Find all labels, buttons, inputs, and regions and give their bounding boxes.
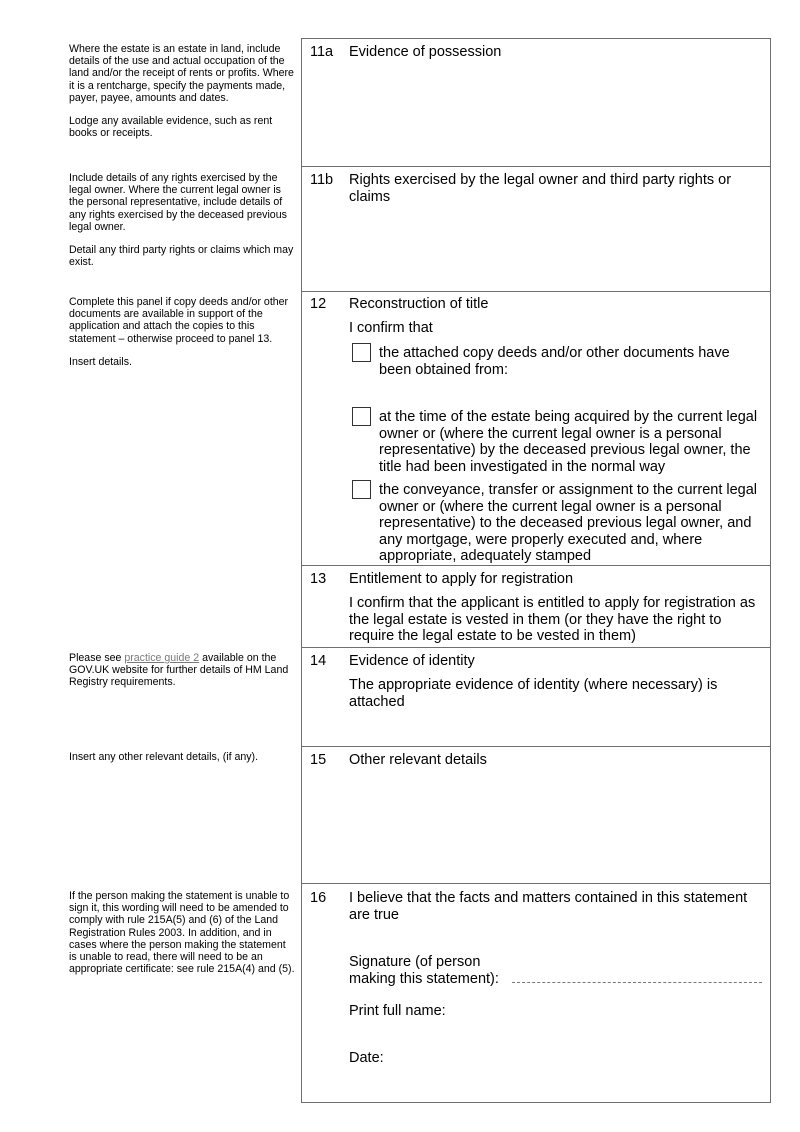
checkbox-copy-deeds[interactable] xyxy=(352,343,371,362)
panel-15-number: 15 xyxy=(310,752,327,768)
panel-11a xyxy=(301,38,771,167)
signature-label-line-1: Signature (of person xyxy=(349,954,481,970)
note-14-after: available on the GOV.UK website for further details of HM Land Registry requirements. xyxy=(69,652,289,689)
panel-12-number: 12 xyxy=(310,296,327,312)
panel-16 xyxy=(301,883,771,1103)
note-14 xyxy=(69,652,295,689)
note-11b-text-1: Include details of any rights exercised by the legal owner. Where the current legal owner is the personal representative, include details of any rights exercised by the deceased previous legal owner. xyxy=(69,172,287,233)
note-12-text-2: Insert details. xyxy=(69,355,133,368)
panel-12 xyxy=(301,291,771,566)
panel-13 xyxy=(301,565,771,648)
note-12-text-1: Complete this panel if copy deeds and/or other documents are available in support of the application and attach the copies to this statement – otherwise proceed to panel 13. xyxy=(69,296,289,345)
panel-16-statement: I believe that the facts and matters contained in this statement are true xyxy=(349,890,748,923)
option-properly-executed: the conveyance, transfer or assignment to the current legal owner or (where the current legal owner is a personal representative) to the deceased previous legal owner, and any mortgage, were properly executed and, where appropriate, adequately stamped xyxy=(379,482,758,564)
panel-13-title: Entitlement to apply for registration xyxy=(349,571,574,587)
panel-11b-number: 11b xyxy=(310,172,334,188)
panel-14-body: The appropriate evidence of identity (where necessary) is attached xyxy=(349,677,718,710)
panel-12-intro: I confirm that xyxy=(349,320,433,336)
panel-11b xyxy=(301,166,771,292)
note-11a-text-2: Lodge any available evidence, such as rent books or receipts. xyxy=(69,115,273,140)
panel-16-number: 16 xyxy=(310,890,327,906)
note-11a xyxy=(69,43,295,139)
note-11a-text-1: Where the estate is an estate in land, include details of the use and actual occupation of the land and/or the receipt of rents or profits. Where it is a rentcharge, specify the payments made, payer, payee, amounts and dates. xyxy=(69,43,294,104)
panel-11b-title: Rights exercised by the legal owner and third party rights or claims xyxy=(349,172,732,205)
panel-13-number: 13 xyxy=(310,571,327,587)
panel-11a-title: Evidence of possession xyxy=(349,44,502,60)
note-16: If the person making the statement is unable to sign it, this wording will need to be amended to comply with rule 215A(5) and (6) of the Land Registration Rules 2003. In addition, and in cases where the person making the statement is unable to read, there will need to be an appropriate certificate: see rule 215A(4) and (5). xyxy=(69,890,295,976)
panel-11a-number: 11a xyxy=(310,44,334,60)
print-name-label: Print full name: xyxy=(349,1003,446,1019)
date-label: Date: xyxy=(349,1050,384,1066)
panel-15 xyxy=(301,746,771,884)
panel-13-body: I confirm that the applicant is entitled to apply for registration as the legal estate is vested in them (or they have the right to require the legal estate to be vested in them) xyxy=(349,595,756,644)
signature-label-line-2: making this statement): xyxy=(349,970,499,987)
option-title-investigated: at the time of the estate being acquired by the current legal owner or (where the current legal owner is a personal representative) by the deceased previous legal owner, the title had been investigated in the normal way xyxy=(379,409,758,475)
panel-14-title: Evidence of identity xyxy=(349,653,475,669)
panel-15-title: Other relevant details xyxy=(349,752,487,768)
panel-14 xyxy=(301,647,771,747)
note-12 xyxy=(69,296,295,368)
signature-field[interactable] xyxy=(512,982,762,983)
option-copy-deeds: the attached copy deeds and/or other documents have been obtained from: xyxy=(379,345,730,378)
note-15: Insert any other relevant details, (if any). xyxy=(69,751,259,763)
note-14-before: Please see xyxy=(69,652,125,664)
practice-guide-link[interactable]: practice guide 2 xyxy=(124,652,200,664)
panel-12-title: Reconstruction of title xyxy=(349,296,489,312)
checkbox-title-investigated[interactable] xyxy=(352,407,371,426)
checkbox-properly-executed[interactable] xyxy=(352,480,371,499)
note-11b xyxy=(69,172,295,268)
panel-14-number: 14 xyxy=(310,653,327,669)
note-11b-text-2: Detail any third party rights or claims which may exist. xyxy=(69,244,294,269)
